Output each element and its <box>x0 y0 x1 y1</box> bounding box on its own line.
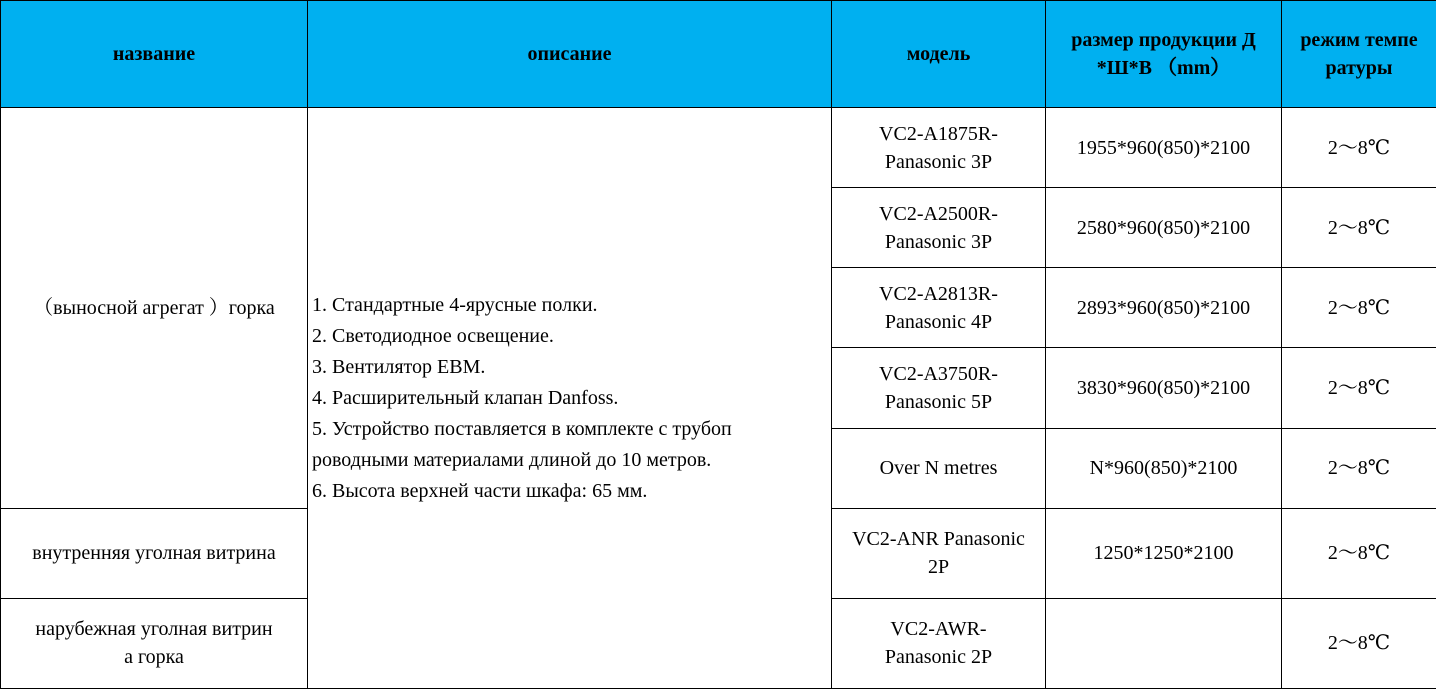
model-cell[interactable] <box>832 108 1046 188</box>
description-line: роводными материалами длиной до 10 метров. <box>312 448 712 471</box>
model-line1: Over N metres <box>879 457 998 480</box>
size-cell[interactable] <box>1046 188 1282 268</box>
model-line1: VC2-AWR- <box>890 618 987 641</box>
model-line2: Panasonic 3P <box>884 230 993 253</box>
temperature-cell[interactable] <box>1282 108 1436 188</box>
description-line: 4. Расширительный клапан Danfoss. <box>312 386 619 409</box>
temperature-value: 2～8℃ <box>1327 632 1391 655</box>
model-line1: VC2-ANR Panasonic <box>852 528 1025 551</box>
model-cell[interactable] <box>832 508 1046 598</box>
size-value: 2893*960(850)*2100 <box>1076 296 1251 319</box>
name-remote: （выносной агрегат ）горка <box>33 296 275 319</box>
temperature-value: 2～8℃ <box>1327 296 1391 319</box>
model-line2: Panasonic 5P <box>884 390 993 413</box>
header-size-line1: размер продукции Д <box>1071 29 1256 51</box>
header-size-line2: *Ш*В （mm） <box>1096 57 1231 79</box>
temperature-cell[interactable] <box>1282 508 1436 598</box>
model-line2: 2P <box>927 556 950 579</box>
header-size[interactable] <box>1046 1 1282 108</box>
description-line: 5. Устройство поставляется в комплекте с трубоп <box>312 417 732 440</box>
temperature-value: 2～8℃ <box>1327 376 1391 399</box>
temperature-cell[interactable] <box>1282 348 1436 428</box>
name-outer-corner-line1: нарубежная уголная витрин <box>35 618 273 641</box>
header-row <box>1 1 1436 108</box>
model-cell[interactable] <box>832 428 1046 508</box>
header-model-label: модель <box>906 43 971 65</box>
model-cell[interactable] <box>832 188 1046 268</box>
model-line1: VC2-A1875R- <box>879 122 998 145</box>
size-cell[interactable] <box>1046 348 1282 428</box>
name-inner-corner: внутренняя уголная витрина <box>32 542 276 565</box>
size-cell[interactable] <box>1046 508 1282 598</box>
size-value: 1955*960(850)*2100 <box>1076 136 1251 159</box>
temperature-value: 2～8℃ <box>1327 216 1391 239</box>
model-cell[interactable] <box>832 348 1046 428</box>
header-name[interactable] <box>1 1 308 108</box>
model-line1: VC2-A3750R- <box>879 362 998 385</box>
temperature-cell[interactable] <box>1282 428 1436 508</box>
model-cell[interactable] <box>832 268 1046 348</box>
size-cell[interactable] <box>1046 598 1282 688</box>
size-value: N*960(850)*2100 <box>1089 457 1238 480</box>
size-value: 2580*960(850)*2100 <box>1076 216 1251 239</box>
header-description[interactable] <box>308 1 832 108</box>
header-temperature[interactable] <box>1282 1 1436 108</box>
temperature-value: 2～8℃ <box>1327 542 1391 565</box>
size-cell[interactable] <box>1046 268 1282 348</box>
temperature-cell[interactable] <box>1282 598 1436 688</box>
temperature-value: 2～8℃ <box>1327 457 1391 480</box>
size-cell[interactable] <box>1046 108 1282 188</box>
description-line: 6. Высота верхней части шкафа: 65 мм. <box>312 479 648 502</box>
description-line: 2. Светодиодное освещение. <box>312 324 554 347</box>
model-cell[interactable] <box>832 598 1046 688</box>
name-outer-corner-line2: а горка <box>124 646 184 669</box>
header-temp-line1: режим темпе <box>1300 29 1418 51</box>
model-line2: Panasonic 2P <box>884 646 993 669</box>
header-description-label: описание <box>527 43 612 65</box>
table-row <box>1 108 1436 188</box>
model-line2: Panasonic 4P <box>884 310 993 333</box>
temperature-cell[interactable] <box>1282 188 1436 268</box>
temperature-cell[interactable] <box>1282 268 1436 348</box>
model-line1: VC2-A2500R- <box>879 202 998 225</box>
size-cell[interactable] <box>1046 428 1282 508</box>
header-model[interactable] <box>832 1 1046 108</box>
model-line1: VC2-A2813R- <box>879 282 998 305</box>
description-cell[interactable] <box>308 108 832 689</box>
name-cell-inner-corner[interactable] <box>1 508 308 598</box>
header-name-label: название <box>112 43 196 65</box>
description-line: 1. Стандартные 4-ярусные полки. <box>312 293 598 316</box>
size-value: 3830*960(850)*2100 <box>1076 376 1251 399</box>
model-line2: Panasonic 3P <box>884 150 993 173</box>
name-cell-outer-corner[interactable] <box>1 598 308 688</box>
name-cell-remote[interactable] <box>1 108 308 509</box>
header-temp-line2: ратуры <box>1325 57 1393 79</box>
description-line: 3. Вентилятор EBM. <box>312 355 486 378</box>
size-value: 1250*1250*2100 <box>1093 542 1234 565</box>
temperature-value: 2～8℃ <box>1327 136 1391 159</box>
